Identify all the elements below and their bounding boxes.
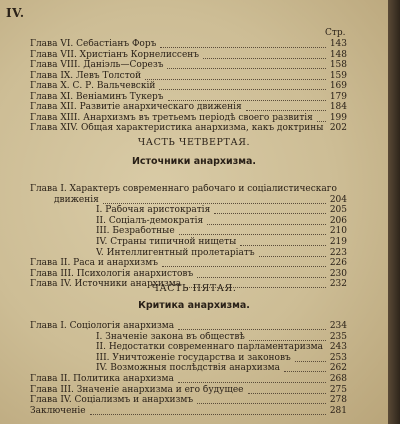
- dotted-leader: [295, 351, 326, 362]
- toc-entry-page: 253: [329, 352, 347, 363]
- toc-entry-label: IV. Страны типичной нищеты: [96, 237, 237, 247]
- dotted-leader: [167, 58, 326, 69]
- toc-entry-label: II. Недостатки современнаго парламентаризма: [96, 342, 324, 353]
- toc-entry-page: 169: [329, 81, 347, 91]
- toc-entry-label: Глава IX. Левъ Толстой: [30, 70, 142, 81]
- toc-entry-label: IV. Возможныя послѣдствія анархизма: [96, 363, 281, 374]
- toc-entry-label: Глава III. Значеніе анархизма и его будущее: [30, 384, 244, 395]
- toc-entry-page: 281: [329, 405, 347, 416]
- part-four-subtitle: Источники анархизма.: [131, 156, 257, 167]
- toc-entry-label: V. Интеллигентный пролетаріатъ: [96, 247, 255, 258]
- toc-entry-page: 226: [329, 258, 347, 269]
- toc-entry-page: 243: [329, 342, 347, 353]
- toc-entry-page: 223: [329, 247, 347, 258]
- dotted-leader: [159, 79, 326, 90]
- toc-entry: [30, 123, 350, 134]
- part-four-title: ЧАСТЬ ЧЕТВЕРТАЯ.: [137, 137, 251, 148]
- dotted-leader: [248, 383, 327, 394]
- toc-entry-page: 232: [329, 279, 347, 290]
- toc-entry-label: I. Рабочая аристократія: [96, 205, 211, 216]
- dotted-leader: [207, 214, 326, 225]
- toc-entry-label: Глава VII. Христіанъ Корнелиссенъ: [30, 49, 200, 60]
- toc-entry-label: Глава VIII. Даніэль—Сорезъ: [30, 60, 164, 70]
- toc-entry-page: 158: [329, 60, 347, 70]
- toc-entry-label: Глава I. Соціологія анархизма: [30, 321, 175, 331]
- part-five-subtitle: Критика анархизма.: [138, 300, 250, 311]
- dotted-leader: [145, 69, 326, 80]
- toc-entry-label: Глава VI. Себастіанъ Форъ: [30, 39, 157, 49]
- toc-entry-page: 206: [329, 215, 347, 226]
- dotted-leader: [168, 90, 326, 101]
- dotted-leader: [259, 246, 326, 257]
- toc-entry-label: III. Безработные: [96, 226, 175, 237]
- toc-entry-page: 202: [329, 123, 347, 133]
- toc-entry-page: 278: [329, 395, 347, 406]
- toc-entry-label: Заключеніе: [30, 405, 86, 416]
- dotted-leader: [162, 256, 326, 267]
- toc-entry-page: 210: [329, 226, 347, 237]
- page-number: IV.: [6, 6, 25, 20]
- toc-entry-label: Глава IV. Соціализмъ и анархизмъ: [30, 395, 194, 406]
- toc-entry-page: 205: [329, 205, 347, 216]
- toc-entry-label: Глава II. Политика анархизма: [30, 374, 174, 384]
- toc-entry-page: 148: [329, 49, 347, 60]
- toc-entry-label: движенія: [54, 194, 99, 205]
- part-five-title: ЧАСТЬ ПЯТАЯ.: [151, 283, 237, 294]
- dotted-leader: [160, 37, 326, 48]
- toc-entry-page: 268: [329, 374, 347, 384]
- toc-entry-label: Глава III. Психологія анархистовъ: [30, 268, 194, 279]
- toc-entry-page: 275: [329, 384, 347, 395]
- toc-entry-label: Глава XI. Веніаминъ Тукеръ: [30, 91, 164, 102]
- page-column-header: Стр.: [325, 28, 346, 38]
- dotted-leader: [214, 203, 326, 214]
- toc-entry-page: 159: [329, 70, 347, 81]
- toc-entry-label: Глава XIII. Анархизмъ въ третьемъ періодѣ своего развитія: [30, 112, 313, 123]
- dotted-leader: [197, 393, 326, 404]
- dotted-leader: [246, 100, 326, 111]
- dotted-leader: [178, 319, 326, 330]
- toc-entry-page: 184: [329, 102, 347, 112]
- dotted-leader: [179, 224, 326, 235]
- toc-entry-label: Глава XIV. Общая характеристика анархизма, какъ доктрины: [30, 123, 324, 133]
- toc-entry-label: II. Соціалъ-демократія: [96, 215, 204, 226]
- toc-entry-label: Глава II. Раса и анархизмъ: [30, 258, 158, 269]
- dotted-leader: [103, 193, 326, 204]
- toc-entry-page: 219: [329, 237, 347, 247]
- toc-entry: [30, 113, 350, 124]
- dotted-leader: [178, 372, 326, 383]
- dotted-leader: [197, 267, 326, 278]
- toc-entry-label: Глава XII. Развитіе анархическаго движенія: [30, 102, 242, 112]
- toc-entry-label: I. Значеніе закона въ обществѣ: [96, 331, 245, 342]
- toc-entry-page: 143: [329, 39, 347, 49]
- toc-entry-page: 235: [329, 331, 347, 342]
- toc-entry-page: 234: [329, 321, 347, 331]
- toc-entry-page: 262: [329, 363, 347, 374]
- toc-entry-label: Глава IV. Источники анархизма: [30, 279, 182, 290]
- dotted-leader: [203, 48, 326, 59]
- toc-entry-page: 230: [329, 268, 347, 279]
- toc-entry-page: 199: [329, 112, 347, 123]
- toc-entry-label: Глава I. Характеръ современнаго рабочаго и соціалистическаго: [30, 184, 337, 194]
- book-spine-shadow: [388, 0, 400, 424]
- toc-entry-page: 204: [329, 194, 347, 205]
- toc-entry-page: 179: [329, 91, 347, 102]
- dotted-leader: [90, 404, 326, 415]
- toc-entry-label: III. Уничтоженіе государства и законовъ: [96, 352, 291, 363]
- toc-entry-label: Глава X. С. Р. Вальчевскій: [30, 81, 156, 91]
- dotted-leader: [284, 361, 326, 372]
- dotted-leader: [249, 330, 326, 341]
- dotted-leader: [240, 235, 326, 246]
